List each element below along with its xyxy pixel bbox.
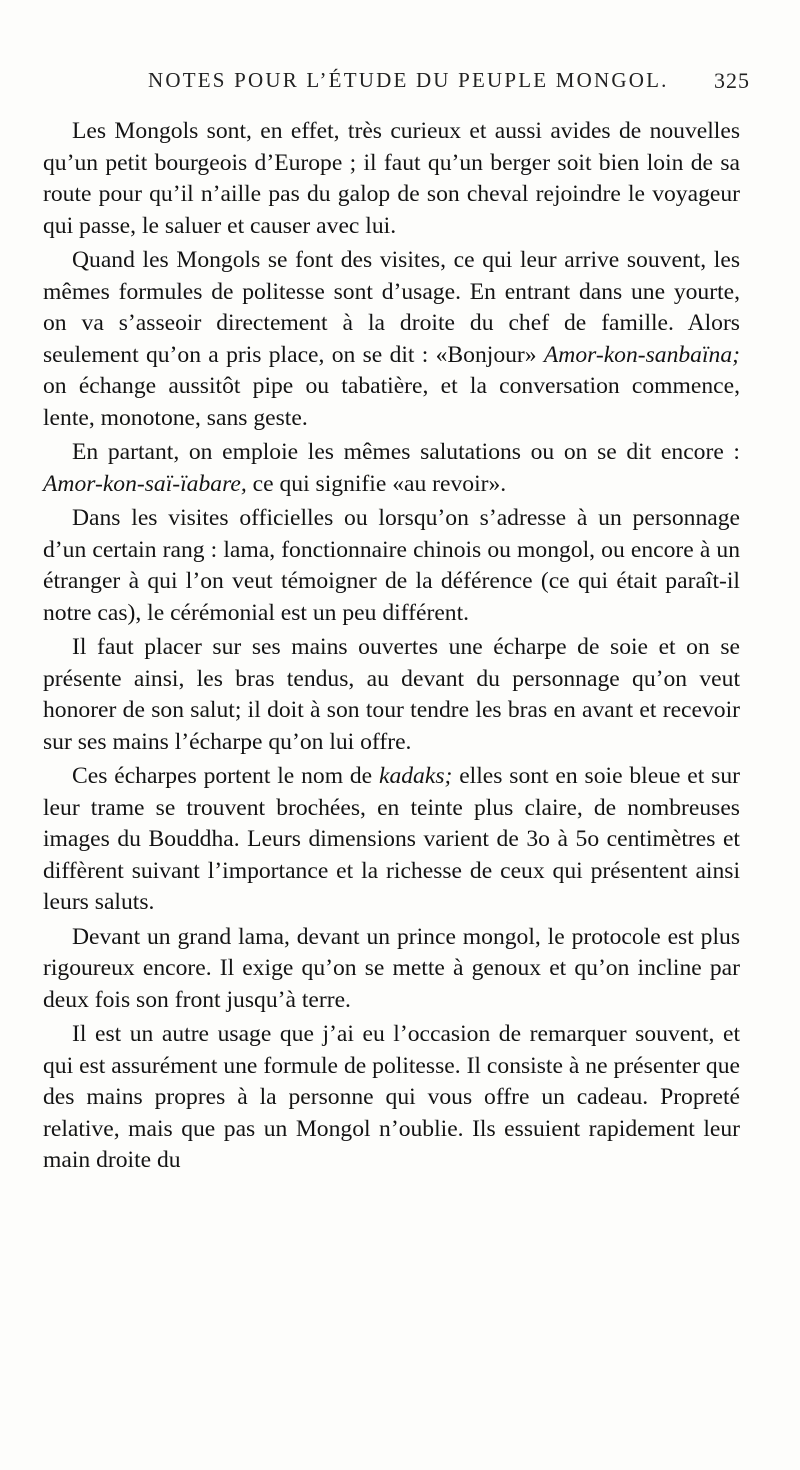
body-text (43, 116, 740, 1180)
paragraph-text: Quand les Mongols se font des visites, ce qui leur arrive souvent, les mêmes formules de politesse sont d’usage. En entrant dans une yourte, on va s’asseoir directement à la droite du chef de famille. Alors seulement qu’on a pris place, on se dit : «Bonjour» (43, 247, 740, 368)
paragraph-5 (43, 632, 740, 758)
paragraph-6 (43, 761, 740, 919)
running-title: NOTES POUR L’ÉTUDE DU PEUPLE MONGOL. (148, 68, 669, 92)
paragraph-8 (43, 1019, 740, 1177)
paragraph-4 (43, 503, 740, 629)
paragraph-1 (43, 116, 740, 242)
paragraph-text: En partant, on emploie les mêmes salutations ou on se dit encore : (72, 439, 740, 465)
paragraph-text: Les Mongols sont, en effet, très curieux et aussi avides de nouvelles qu’un petit bourgeois d’Europe ; il faut qu’un berger soit bien loin de sa route pour qu’il n’aille pas du galop de son cheval rejoindre le voyageur qui passe, le saluer et causer avec lui. (43, 118, 740, 239)
running-head (40, 68, 750, 102)
paragraph-text: ce qui signifie «au revoir». (246, 470, 507, 497)
kadaks-term: kadaks; (378, 763, 453, 789)
mongol-greeting-term: Amor-kon-sanbaïna; (543, 341, 740, 368)
paragraph-text: Ces écharpes portent le nom de (72, 763, 379, 789)
paragraph-text: Il est un autre usage que j’ai eu l’occasion de remarquer souvent, et qui est assurément une formule de politesse. Il consiste à ne présenter que des mains propres à la personne qui vous offre un cadeau. Propreté relative, mais que pas un Mongol n’oublie. Ils essuient rapidement leur main droite du (43, 1021, 740, 1173)
paragraph-text: elles sont en soie bleue et sur leur trame se trouvent brochées, en teinte plus claire, de nombreuses images du Bouddha. Leurs dimensions varient de 3o à 5o centimètres et diffèrent suivant l’importance et la richesse de ceux qui présentent ainsi leurs saluts. (43, 763, 740, 915)
paragraph-text: Devant un grand lama, devant un prince mongol, le protocole est plus rigoureux encore. Il exige qu’on se mette à genoux et qu’on incline par deux fois son front jusqu’à terre. (43, 923, 740, 1013)
paragraph-text: Il faut placer sur ses mains ouvertes une écharpe de soie et on se présente ainsi, les bras tendus, au devant du personnage qu’on veut honorer de son salut; il doit à son tour tendre les bras en avant et recevoir sur ses mains l’écharpe qu’on lui offre. (43, 634, 740, 755)
paragraph-7 (43, 922, 740, 1017)
mongol-farewell-term: Amor-kon-saï-ïabare, (43, 470, 247, 497)
paragraph-text: Dans les visites officielles ou lorsqu’on s’adresse à un personnage d’un certain rang : lama, fonctionnaire chinois ou mongol, ou encore à un étranger à qui l’on veut témoigner de la déférence (ce qui était paraît-il notre cas), le cérémonial est un peu différent. (43, 505, 740, 626)
page-number: 325 (714, 68, 750, 93)
paragraph-text: on échange aussitôt pipe ou tabatière, et la conversation commence, lente, monotone, sans geste. (43, 373, 740, 431)
paragraph-2 (43, 245, 740, 434)
paragraph-3 (43, 437, 740, 500)
